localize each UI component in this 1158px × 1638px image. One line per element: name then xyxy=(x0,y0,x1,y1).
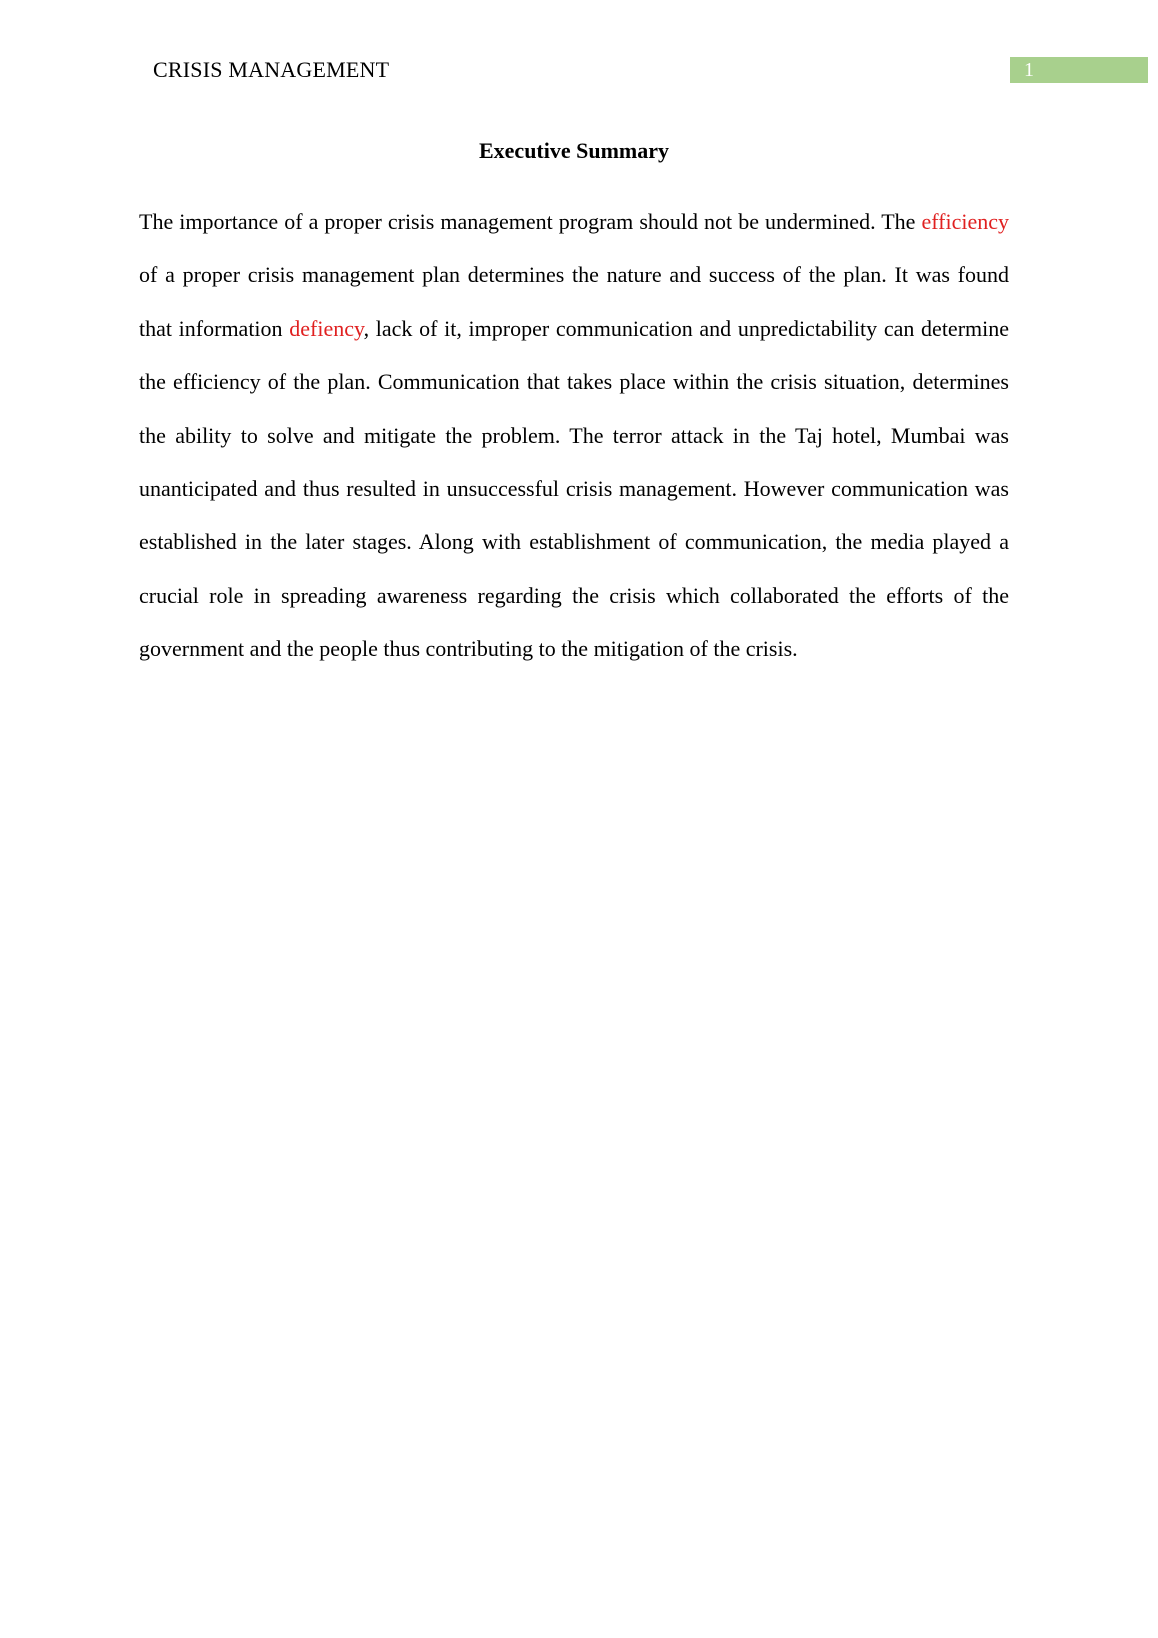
paragraph-text-1: The importance of a proper crisis management program should not be undermined. The xyxy=(139,209,922,234)
running-head: CRISIS MANAGEMENT xyxy=(153,57,390,82)
paragraph-text-2: of a proper crisis management plan determines the nature and success of the plan. It was found that information xyxy=(139,262,1009,341)
paragraph-text-3: , lack of it, improper communication and unpredictability can determine the efficiency of the plan. Communication that takes place within the crisis situation, determines the ability to solve and mitigate the problem. The terror attack in the Taj hotel, Mumbai was unanticipated and thus resulted in unsuccessful crisis management. However communication was established in the later stages. Along with establishment of communication, the media played a crucial role in spreading awareness regarding the crisis which collaborated the efforts of the government and the people thus contributing to the mitigation of the crisis. xyxy=(139,315,1010,662)
body-paragraph xyxy=(139,195,1009,676)
section-title: Executive Summary xyxy=(478,138,670,163)
spellcheck-flagged-word[interactable]: defiency xyxy=(289,315,364,341)
page-number-badge xyxy=(1010,57,1148,83)
spellcheck-flagged-word[interactable]: efficiency xyxy=(921,209,1009,234)
page-number: 1 xyxy=(1024,59,1034,81)
